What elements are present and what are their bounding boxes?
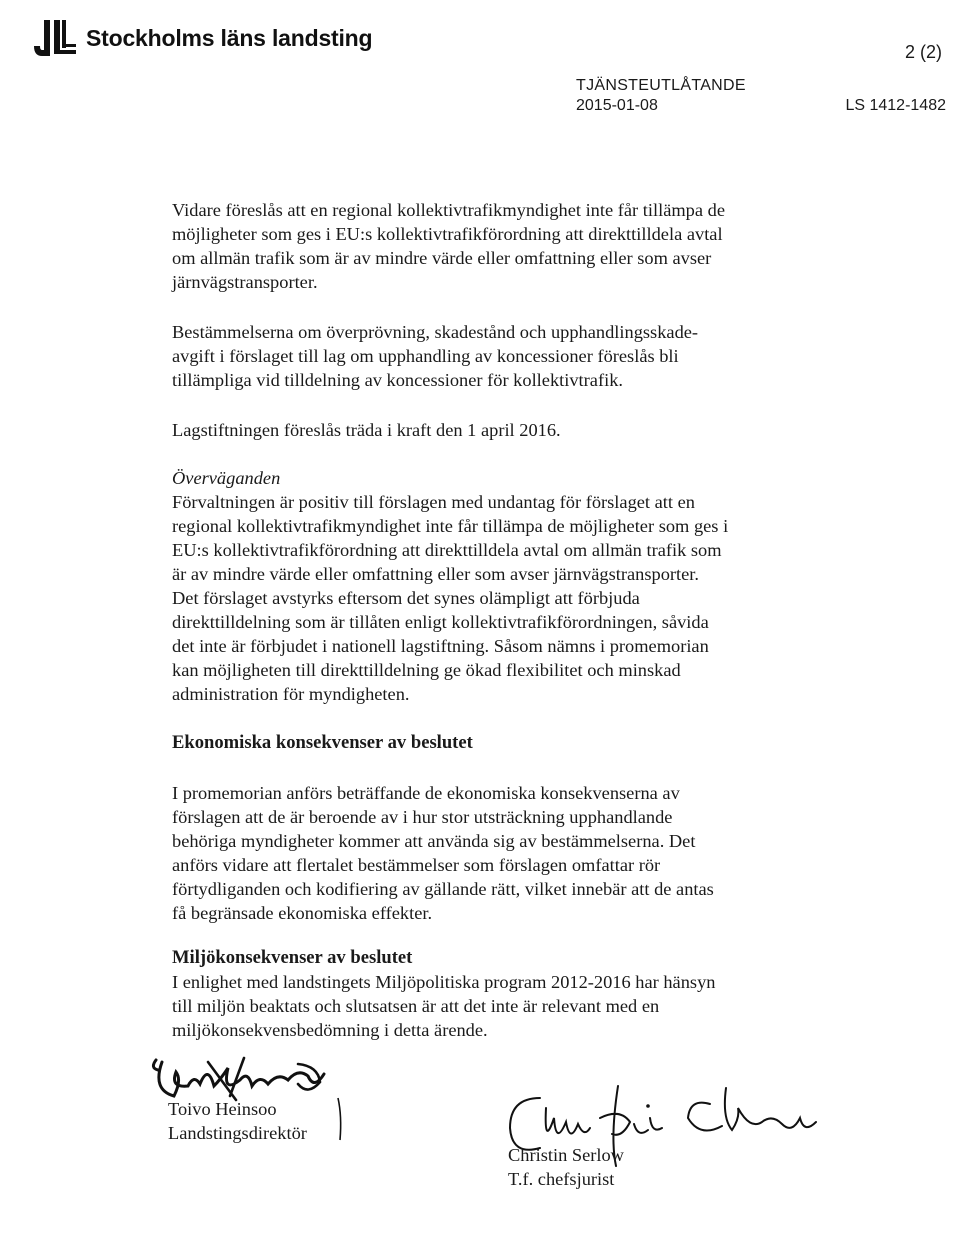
text-line: järnvägstransporter. (172, 272, 318, 292)
section-economic-body (172, 781, 792, 925)
section-considerations (172, 466, 792, 706)
text-line: om allmän trafik som är av mindre värde eller omfattning eller som avser (172, 248, 712, 268)
text-line: direkttilldelning som är tillåten enligt kollektivtrafikförordningen, såvida (172, 612, 709, 632)
text-line: EU:s kollektivtrafikförordning att direkttilldela avtal om allmän trafik som (172, 540, 722, 560)
text-line: till miljön beaktats och slutsatsen är att det inte är relevant med en (172, 996, 660, 1016)
text-line: miljökonsekvensbedömning i detta ärende. (172, 1020, 488, 1040)
document-reference: LS 1412-1482 (845, 97, 946, 114)
section-heading: Miljökonsekvenser av beslutet (172, 947, 413, 968)
text-line: Vidare föreslås att en regional kollektivtrafikmyndighet inte får tillämpa de (172, 200, 725, 220)
text-line: är av mindre värde eller omfattning eller som avser järnvägstransporter. (172, 564, 699, 584)
text-line: I promemorian anförs beträffande de ekonomiska konsekvenserna av (172, 783, 680, 803)
text-line: Förvaltningen är positiv till förslagen med undantag för förslaget att en (172, 492, 695, 512)
text-line: behöriga myndigheter kommer att använda sig av bestämmelserna. Det (172, 831, 696, 851)
document-date: 2015-01-08 (576, 97, 658, 114)
text-line: det inte är förbjudet i nationell lagstiftning. Såsom nämns i promemorian (172, 636, 709, 656)
paragraph-proposal (172, 198, 792, 294)
document-type: TJÄNSTEUTLÅTANDE (576, 77, 746, 94)
page-number: 2 (2) (904, 42, 942, 62)
section-economic-consequences (172, 731, 792, 755)
text-line: kan möjligheten till direkttilldelning ge ökad flexibilitet och minskad (172, 660, 681, 680)
text-line: få begränsade ekonomiska effekter. (172, 903, 433, 923)
signatory-right-title: T.f. chefsjurist (508, 1169, 615, 1189)
organization-name: Stockholms läns landsting (86, 24, 373, 51)
text-line: I enlighet med landstingets Miljöpolitiska program 2012-2016 har hänsyn (172, 972, 716, 992)
text-line: regional kollektivtrafikmyndighet inte får tillämpa de möjligheter som ges i (172, 516, 729, 536)
section-heading: Ekonomiska konsekvenser av beslutet (172, 732, 473, 753)
section-environmental-consequences (172, 946, 792, 1042)
text-line: administration för myndigheten. (172, 684, 410, 704)
bracket-mark-icon (336, 1096, 346, 1142)
text-line: anförs vidare att flertalet bestämmelser som förslagen omfattar rör (172, 855, 661, 875)
paragraph-effective-date (172, 418, 792, 442)
text-line: Bestämmelserna om överprövning, skadestånd och upphandlingsskade- (172, 322, 699, 342)
organization-logo (30, 16, 372, 60)
text-line: Det förslaget avstyrks eftersom det synes olämpligt att förbjuda (172, 588, 640, 608)
text-line: möjligheter som ges i EU:s kollektivtrafikförordning att direkttilldela avtal (172, 224, 723, 244)
signatory-left-name: Toivo Heinsoo (168, 1099, 277, 1119)
text-line: tillämpliga vid tilldelning av koncessioner för kollektivtrafik. (172, 370, 623, 390)
signatory-left-title: Landstingsdirektör (168, 1123, 307, 1143)
paragraph-review-provisions (172, 320, 792, 392)
text-line: avgift i förslaget till lag om upphandling av koncessioner föreslås bli (172, 346, 679, 366)
sll-logo-icon (30, 16, 80, 60)
signatory-right-name: Christin Serlow (508, 1145, 624, 1165)
text-line: förslagen att de är beroende av i hur stor utsträckning upphandlande (172, 807, 673, 827)
text-line: förtydliganden och kodifiering av gällande rätt, vilket innebär att de antas (172, 879, 714, 899)
section-heading: Överväganden (172, 468, 281, 488)
text-line: Lagstiftningen föreslås träda i kraft den 1 april 2016. (172, 420, 561, 440)
